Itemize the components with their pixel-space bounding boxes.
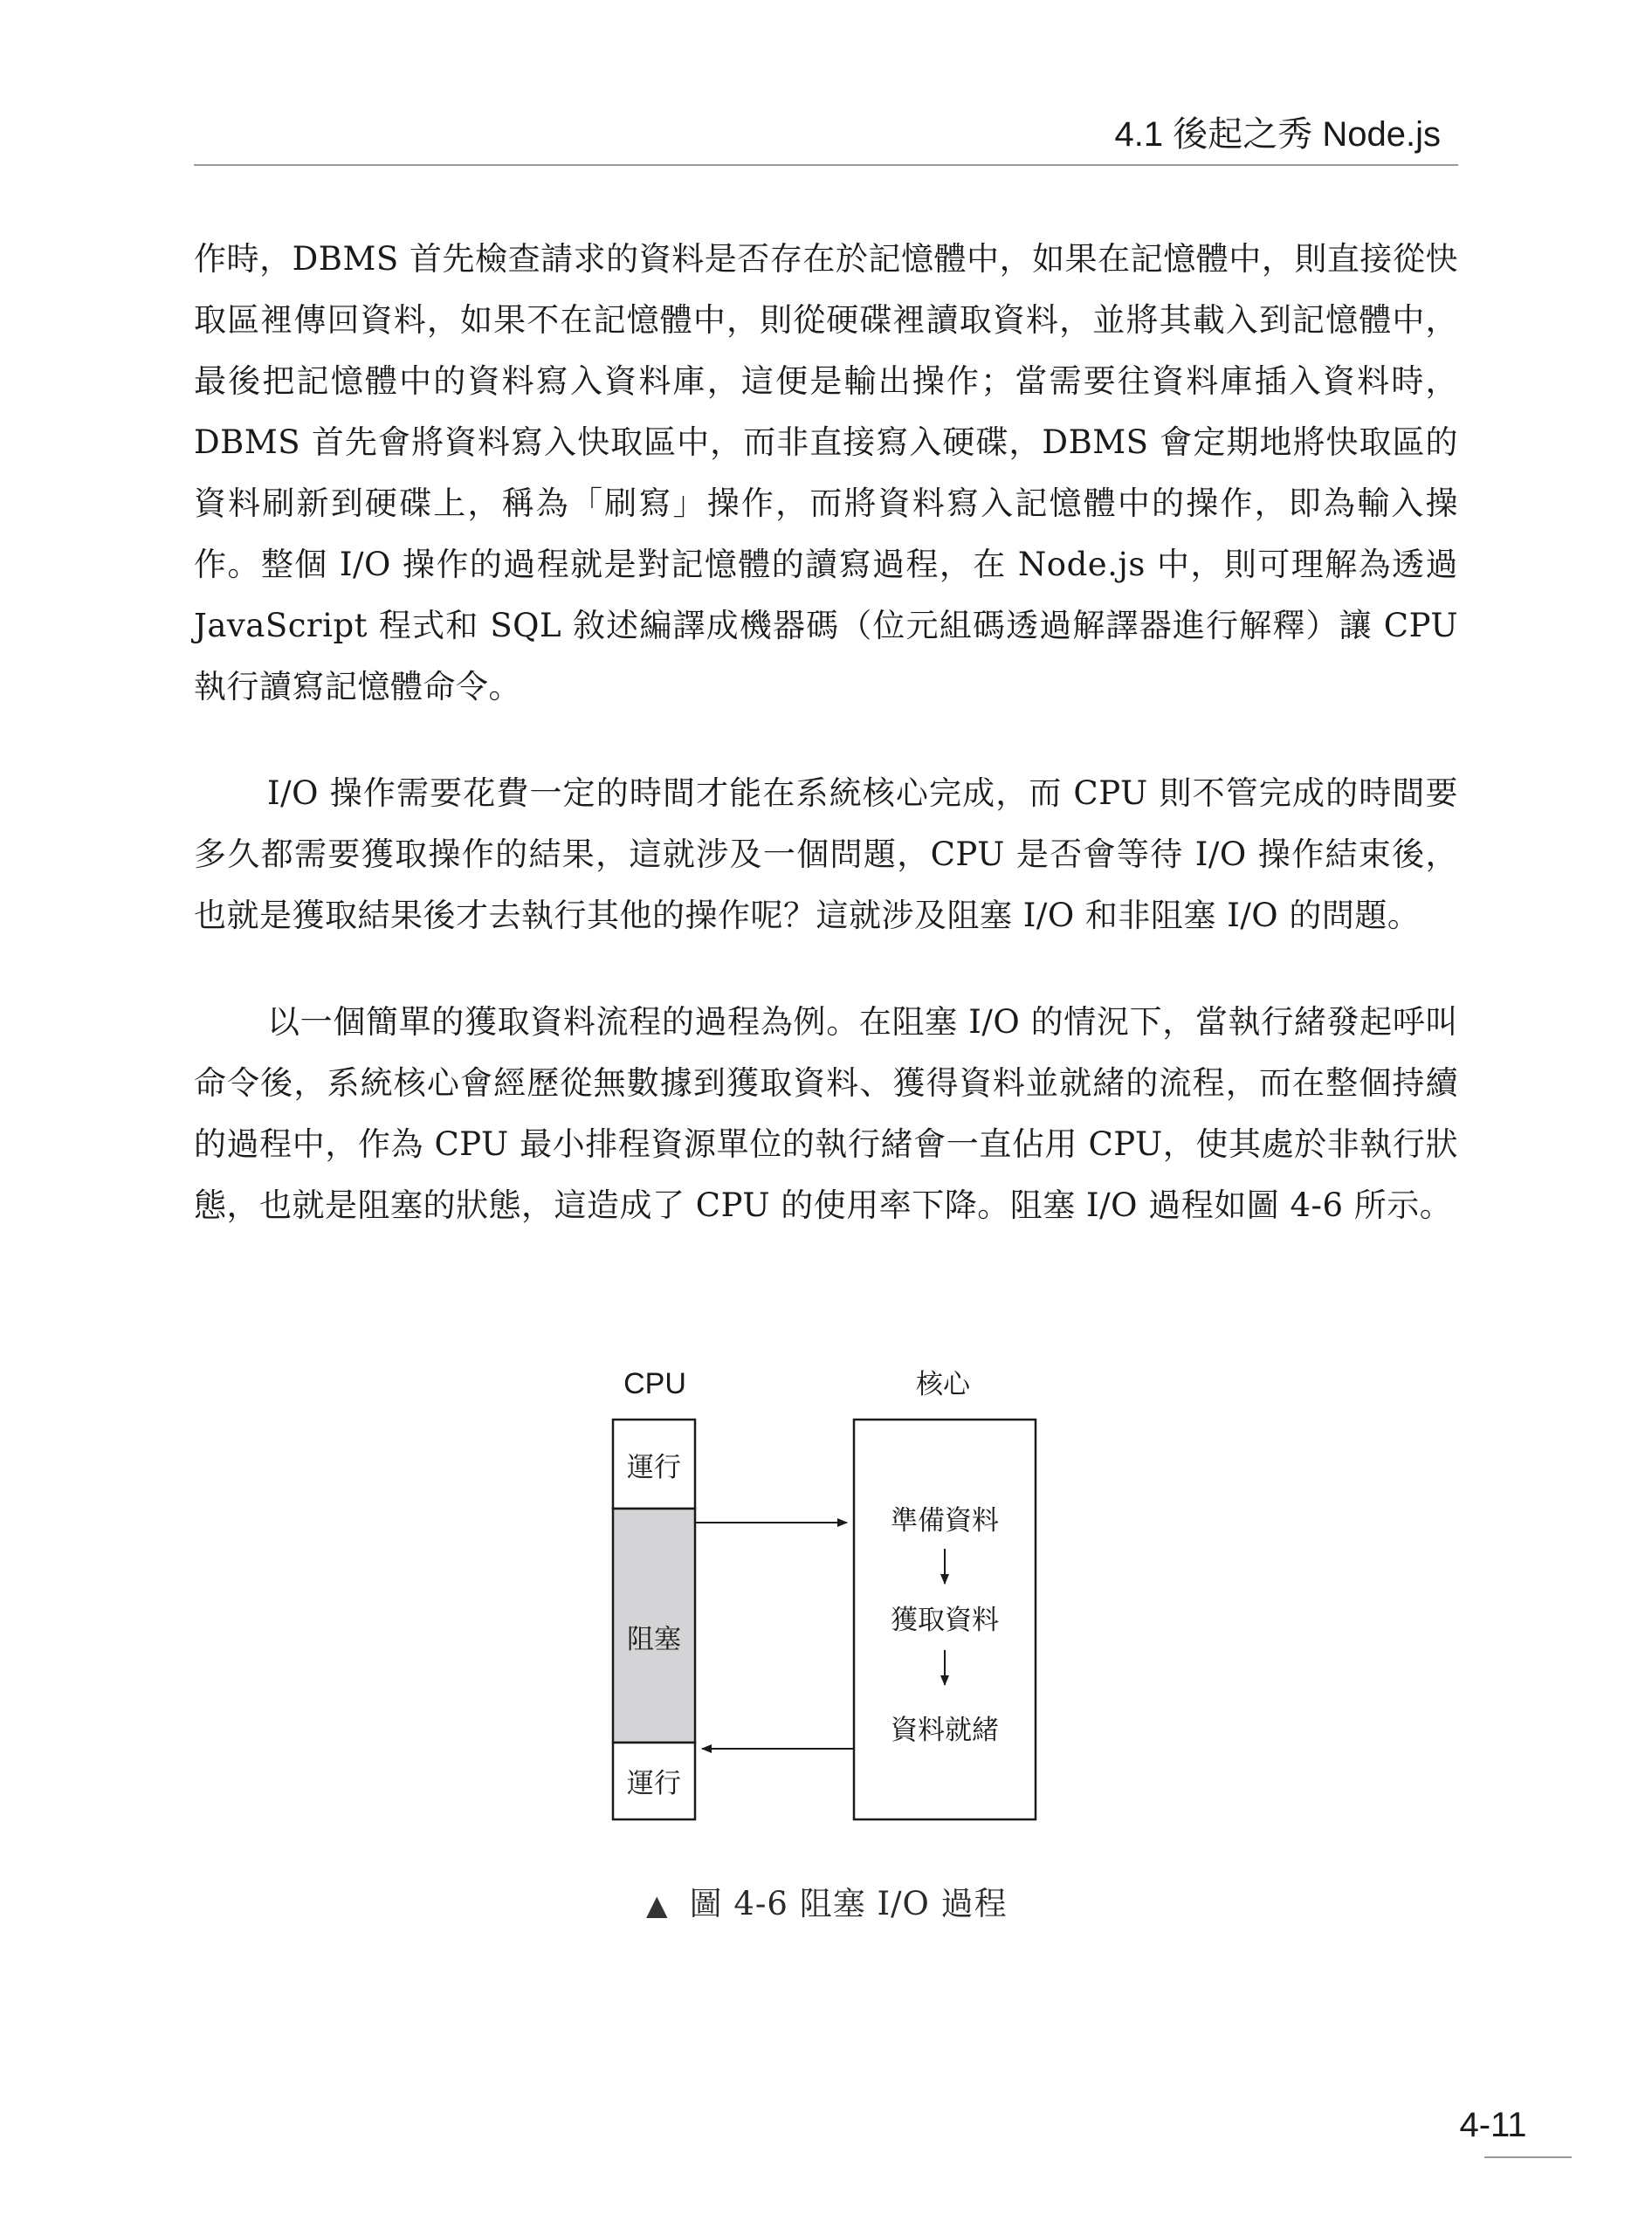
header-rule <box>194 164 1458 166</box>
caption-text: 圖 4-6 阻塞 I/O 過程 <box>689 1885 1008 1922</box>
kernel-step-ready: 資料就緒 <box>891 1715 999 1746</box>
cpu-run-top-label: 運行 <box>627 1452 681 1483</box>
figure-blocking-io <box>594 1351 1065 1875</box>
kernel-step-fetch: 獲取資料 <box>891 1605 999 1636</box>
cpu-blocked-label: 阻塞 <box>627 1624 681 1655</box>
figure-caption <box>524 1877 1135 1924</box>
blocking-io-diagram <box>594 1351 1065 1875</box>
running-header: 4.1 後起之秀 Node.js <box>1114 115 1441 154</box>
cpu-run-bottom-label: 運行 <box>627 1768 681 1799</box>
kernel-title: 核心 <box>916 1369 970 1400</box>
cpu-title: CPU <box>623 1367 686 1400</box>
page-number: 4-11 <box>1459 2106 1527 2144</box>
paragraph-blocking-example: 以一個簡單的獲取資料流程的過程為例。在阻塞 I/O 的情況下，當執行緒發起呼叫命令後，系統核心會經歷從無數據到獲取資料、獲得資料並就緒的流程，而在整個持續的過程中，作為 CPU 最小排程資源單位的執行緒會一直佔用 CPU，使其處於非執行狀態，也就是阻塞的狀態，這造成了 CPU 的使用率下降。阻塞 I/O 過程如圖 4-6 所示。 <box>194 1003 1458 1224</box>
body-text <box>194 229 1458 1236</box>
paragraph-io-question: I/O 操作需要花費一定的時間才能在系統核心完成，而 CPU 則不管完成的時間要多久都需要獲取操作的結果，這就涉及一個問題，CPU 是否會等待 I/O 操作結束後，也就是獲取結果後才去執行其他的操作呢？這就涉及阻塞 I/O 和非阻塞 I/O 的問題。 <box>194 774 1458 934</box>
caption-triangle-icon: ▲ <box>646 1888 669 1922</box>
kernel-step-prepare: 準備資料 <box>891 1505 999 1537</box>
footer-rule <box>1484 2156 1572 2158</box>
paragraph-continued: 作時，DBMS 首先檢查請求的資料是否存在於記憶體中，如果在記憶體中，則直接從快取區裡傳回資料，如果不在記憶體中，則從硬碟裡讀取資料，並將其載入到記憶體中，最後把記憶體中的資料寫入資料庫，這便是輸出操作；當需要往資料庫插入資料時，DBMS 首先會將資料寫入快取區中，而非直接寫入硬碟，DBMS 會定期地將快取區的資料刷新到硬碟上，稱為「刷寫」操作，而將資料寫入記憶體中的操作，即為輸入操作。整個 I/O 操作的過程就是對記憶體的讀寫過程，在 Node.js 中，則可理解為透過 JavaScript 程式和 SQL 敘述編譯成機器碼（位元組碼透過解譯器進行解釋）讓 CPU 執行讀寫記憶體命令。 <box>194 240 1458 705</box>
